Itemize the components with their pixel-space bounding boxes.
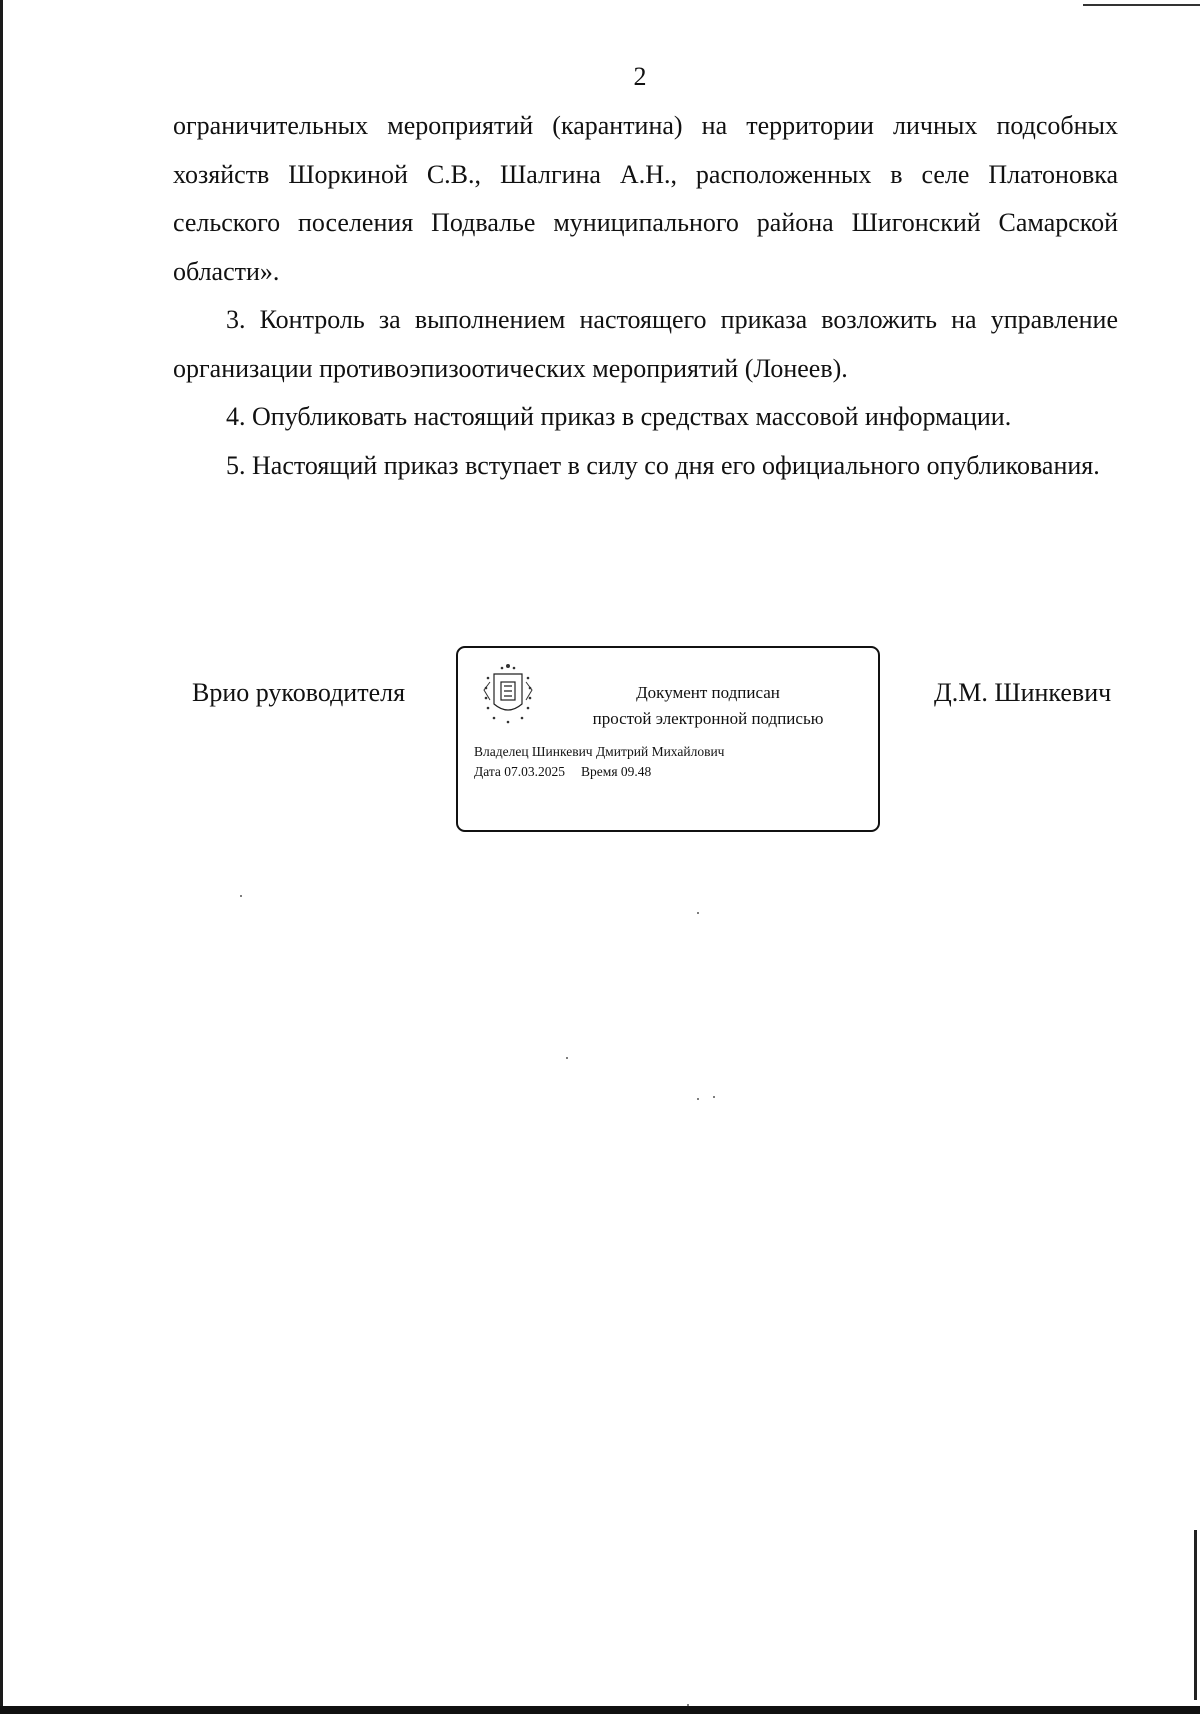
item-4: 4. Опубликовать настоящий приказ в средствах массовой информации. (226, 402, 1012, 431)
scan-speck (697, 912, 699, 914)
scan-speck (713, 1096, 715, 1098)
scan-edge-bottom (0, 1706, 1200, 1714)
item-5: 5. Настоящий приказ вступает в силу со дня его официального опубликования. (226, 450, 1100, 480)
stamp-title-line-1: Документ подписан (636, 683, 780, 702)
scan-speck (240, 895, 242, 897)
scan-edge-right (1194, 1530, 1197, 1700)
scan-speck (566, 1057, 568, 1059)
signatory-position: Врио руководителя (192, 678, 406, 707)
stamp-title (558, 680, 858, 732)
stamp-owner: Владелец Шинкевич Дмитрий Михайлович (474, 744, 725, 759)
document-body (173, 102, 1118, 490)
stamp-date-time (474, 764, 651, 780)
page-number: 2 (633, 62, 647, 91)
item-3: 3. Контроль за выполнением настоящего приказа возложить на управление организации противоэпизоотических мероприятий (Лонеев). (173, 305, 1118, 383)
scan-edge-top (1083, 4, 1200, 6)
stamp-time: Время 09.48 (581, 764, 652, 779)
scan-speck (697, 1098, 699, 1100)
signatory-name: Д.М. Шинкевич (934, 678, 1112, 707)
stamp-date: Дата 07.03.2025 (474, 764, 566, 779)
stamp-title-line-2: простой электронной подписью (592, 709, 824, 728)
coat-of-arms-icon (474, 660, 542, 728)
scan-speck (687, 1704, 689, 1706)
electronic-signature-stamp (456, 646, 880, 832)
paragraph-continuation: ограничительных мероприятий (карантина) на территории личных подсобных хозяйств Шоркиной С.В., Шалгина А.Н., расположенных в селе Платоновка сельского поселения Подвалье муниципального района Шигонский Самарской области». (173, 111, 1118, 286)
scan-edge-left (0, 0, 3, 1714)
